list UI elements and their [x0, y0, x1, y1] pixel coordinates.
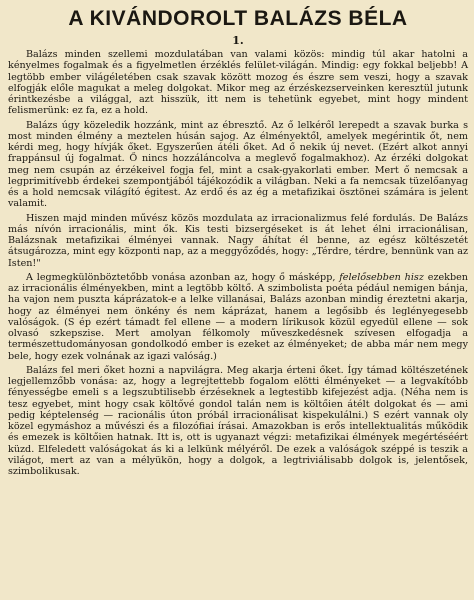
paragraph-2: Balázs úgy közeledik hozzánk, mint az ébresztő. Az ő lelkéről lerepedt a szavak burka s most minden élmény a meztelen húsán sajog. Az élményektől, amelyek megérintik őt, nem kérdi meg, hogy hívják őket. Egyszerűen átéli őket. Ad ő nekik új nevet. (Ezért alkot annyi frappánsul új fogalmat. Ő nincs hozzáláncolva a meglevő fogalmakhoz). Az érzéki dolgokat meg nem csupán az érzékeivel fogja fel, mint a csak-gyakorlati ember. Mert ő nemcsak a legprimitívebb érdekei szempontjából tájékozódik a világban. Neki a fa nemcsak tüzelőanyag és a hold nemcsak világító égitest. Az erdő és az ég a metafizikai ösztönei számára is jelent valamit.	[8, 119, 468, 210]
article-title: A KIVÁNDOROLT BALÁZS BÉLA	[68, 7, 408, 30]
section-number: 1.	[232, 34, 244, 47]
paragraph-4: A legmegkülönböztetőbb vonása azonban az, hogy ő másképp, felelősebben hisz ezekben az irracionális élményekben, mint a legtöbb költő. A szimbolista poéta pédául nemigen bánja, ha vajon nem puszta káprázatok-e a lelke villanásai, Balázs azonban mindig éreztetni akarja, hogy az élményei nem önkény és nem káprázat, hanem a legősibb és leglényegesebb valóságok. (S ép ezért támadt fel ellene — a modern lírikusok közül egyedül ellene — sok olvasó szkepszise. Mert amolyan félkomoly műveszkedésnek szívesen elfogadja a természettudományosan gondolkodó ember is ezeket az élményeket; de abba már nem megy bele, hogy ezek volnának az igazi valóság.)	[8, 271, 468, 362]
paragraph-1: Balázs minden szellemi mozdulatában van valami közös: mindig túl akar hatolni a kényelmes fogalmak és a figyelmetlen érzéklés felület-világán. Mindig: egy fokkal beljebb! A legtöbb ember világéletében csak szavak között mozog és észre sem veszi, hogy a szavak elfogják előle magukat a meleg dolgokat. Mikor meg az érzéskezserveinken keresztül jutunk érintkezésbe a világgal, azt hisszük, itt nem is tehetünk egyebet, mint hogy mindent felismerünk: ez fa, ez a hold.	[8, 49, 468, 117]
paragraph-3: Hiszen majd minden művész közös mozdulata az irracionalizmus felé fordulás. De Balázs más nívón irracionális, mint ők. Kis testi bizsergéseket is át lehet élni irracionálisan, Balázsnak metafizikai élményei vannak. Nagy áhítat él benne, az egész költészetét átsugározza, mint egy központi nap, az a meggyőződés, hogy: „Térdre, térdre, bennünk van az Isten!"	[8, 212, 468, 269]
emphasis-text: felelősebben hisz	[339, 271, 424, 283]
paragraph-5: Balázs fel meri őket hozni a napvilágra. Meg akarja érteni őket. Így támad költészetének legjellemzőbb vonása: az, hogy a legrejtettebb fogalom elötti élményeket — a legvakítóbb fényességbe emeli s a legszubtilisebb érzéseknek a legtestibb kifejezést adja. (Néha nem is tesz egyebet, mint hogy csak költővé gondol talán nem is költőien átélt dolgokat és — ami pedig képtelenség — racionális úton próbál irracionálisat kispekulálni.) S ezért vannak oly közel egymáshoz a művészi és a filozófiai írásai. Amazokban is erős intellektualitás működik és emezek is költőien hatnak. Itt is, ott is ugyanazt végzi: metafizikai élmények megértéséért küzd. Elfeledett valóságokat ás ki a lelkünk mélyéről. De ezek a valóságok széppé is teszik a világot, mert az van a mélyükön, hogy a dolgok, a legtriviálisabb dolgok is, jelentősek, szimbolikusak.	[8, 364, 468, 477]
